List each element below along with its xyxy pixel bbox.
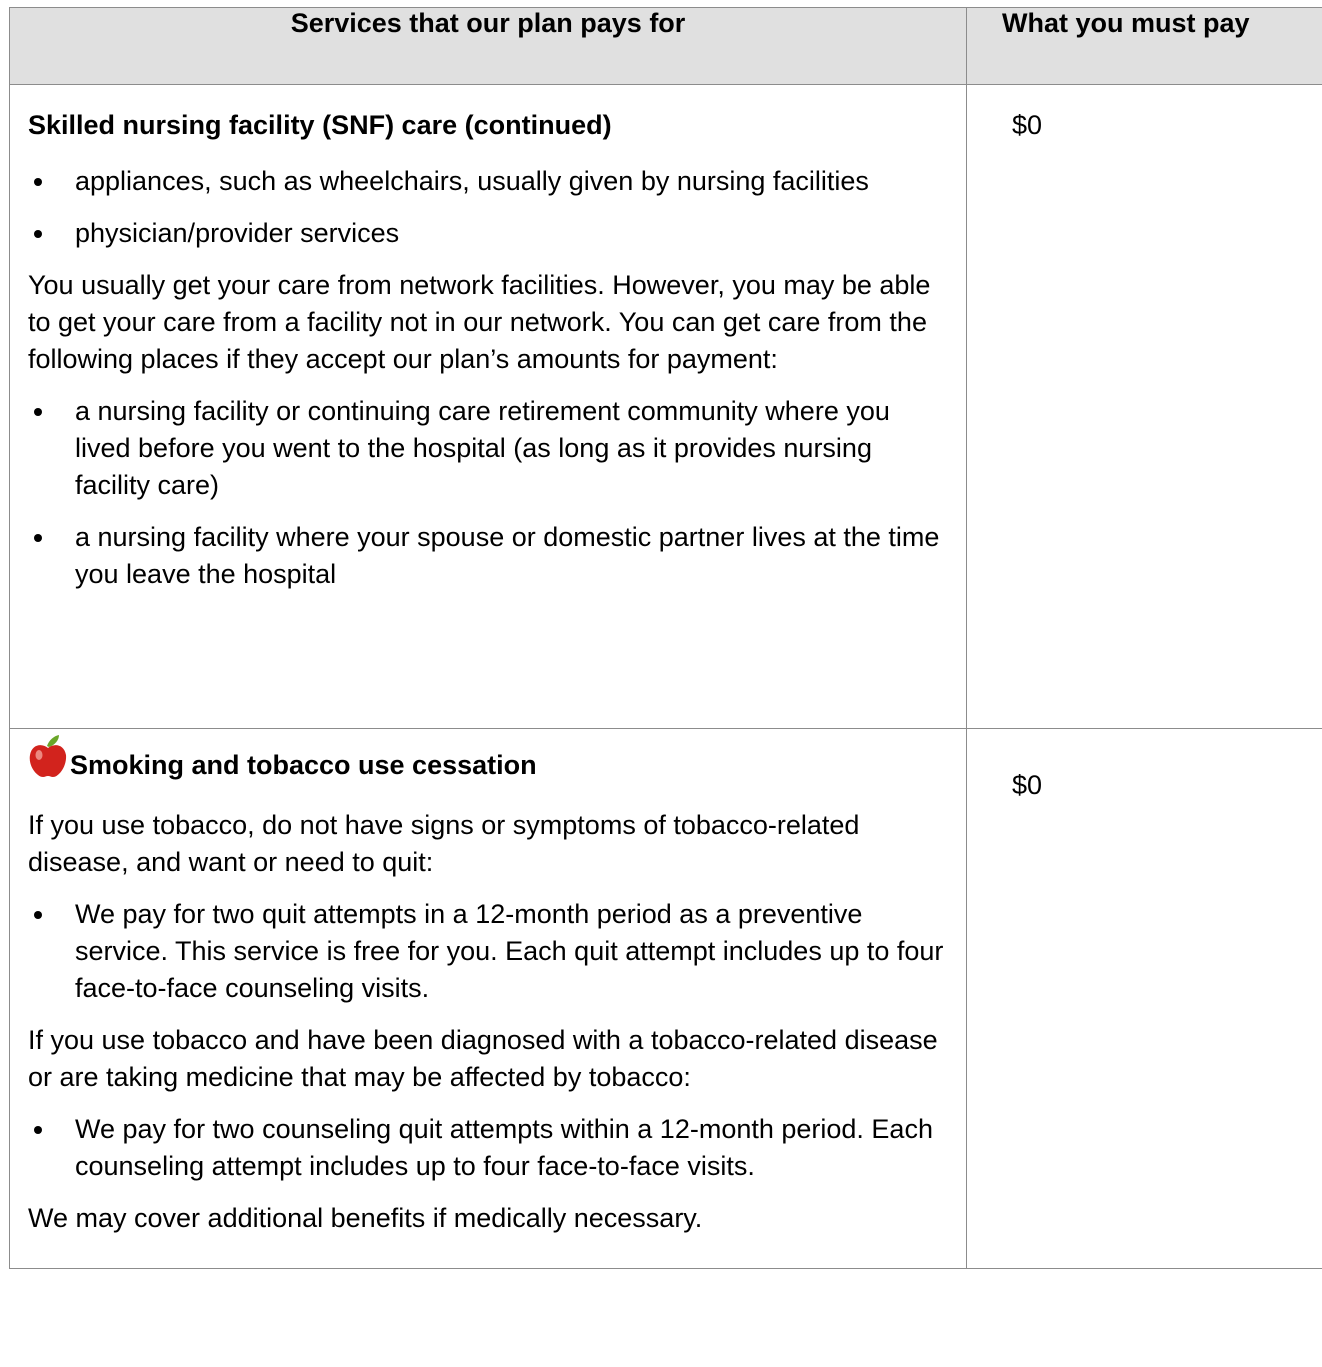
apple-icon (28, 734, 68, 788)
section-title-snf: Skilled nursing facility (SNF) care (continued) (28, 110, 612, 140)
column-header-services: Services that our plan pays for (10, 8, 967, 85)
cost-cell-snf: $0 (967, 85, 1322, 729)
section-title-smoking: Smoking and tobacco use cessation (70, 750, 537, 780)
list-item: appliances, such as wheelchairs, usually given by nursing facilities (28, 163, 950, 200)
bullet-list-smoking-2 (28, 1111, 950, 1185)
list-item: a nursing facility or continuing care retirement community where you lived before you went to the hospital (as long as it provides nursing facility care) (28, 393, 950, 504)
table-row (10, 729, 1322, 1269)
table-header-row (10, 8, 1322, 85)
list-item: a nursing facility where your spouse or domestic partner lives at the time you leave the hospital (28, 519, 950, 593)
bullet-list-snf-a (28, 163, 950, 252)
bullet-list-snf-b (28, 393, 950, 593)
table-row (10, 85, 1322, 729)
paragraph-smoking-2: If you use tobacco and have been diagnosed with a tobacco-related disease or are taking medicine that may be affected by tobacco: (28, 1025, 938, 1092)
paragraph-snf: You usually get your care from network facilities. However, you may be able to get your care from a facility not in our network. You can get care from the following places if they accept our plan’s amounts for payment: (28, 270, 931, 374)
list-item: We pay for two counseling quit attempts within a 12-month period. Each counseling attempt includes up to four face-to-face visits. (28, 1111, 950, 1185)
cost-cell-smoking: $0 (967, 729, 1322, 1269)
bullet-list-smoking-1 (28, 896, 950, 1007)
list-item: We pay for two quit attempts in a 12-month period as a preventive service. This service is free for you. Each quit attempt includes up to four face-to-face counseling visits. (28, 896, 950, 1007)
list-item: physician/provider services (28, 215, 950, 252)
service-cell-snf (10, 85, 967, 729)
paragraph-smoking-3: We may cover additional benefits if medically necessary. (28, 1203, 703, 1233)
service-cell-smoking (10, 729, 967, 1269)
benefits-table (9, 7, 1322, 1269)
section-title-smoking-wrapper (28, 734, 950, 788)
column-header-cost: What you must pay (967, 8, 1322, 85)
paragraph-smoking-1: If you use tobacco, do not have signs or symptoms of tobacco-related disease, and want or need to quit: (28, 810, 860, 877)
